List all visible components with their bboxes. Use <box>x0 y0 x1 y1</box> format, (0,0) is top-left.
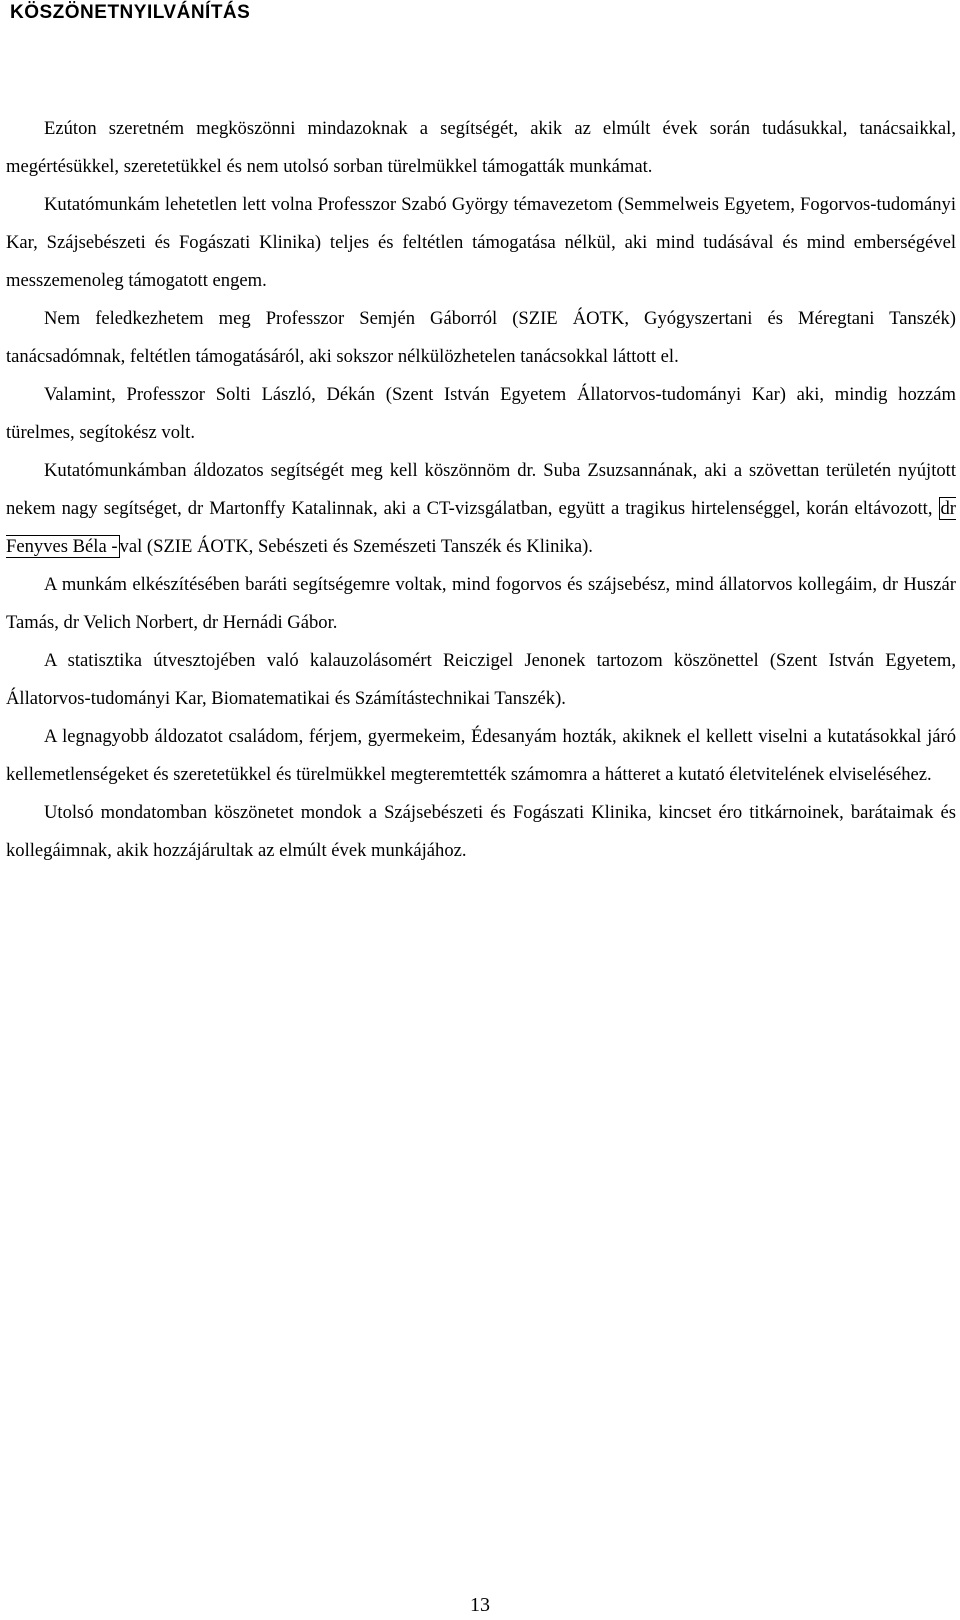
paragraph-dean: Valamint, Professzor Solti László, Dékán (Szent István Egyetem Állatorvos-tudományi Kar) aki, mindig hozzám türelmes, segítokész volt. <box>6 384 956 443</box>
paragraph-research-help-text-end: val (SZIE ÁOTK, Sebészeti és Szemészeti Tanszék és Klinika). <box>119 536 593 557</box>
paragraph-intro: Ezúton szeretném megköszönni mindazoknak a segítségét, akik az elmúlt évek során tudásukkal, tanácsaikkal, megértésükkel, szeretetükkel és nem utolsó sorban türelmükkel támogatták munkámat. <box>6 118 956 177</box>
acknowledgements-body <box>6 110 956 870</box>
page-number: 13 <box>470 1594 490 1616</box>
boxed-name-highlight: dr Fenyves Béla - <box>6 498 956 557</box>
paragraph-family: A legnagyobb áldozatot családom, férjem, gyermekeim, Édesanyám hozták, akiknek el kellett viselni a kutatásokkal járó kellemetlenségeket és szeretetükkel és türelmükkel megteremtették számomra a hátteret a kutató életvitelének elviseléséhez. <box>6 726 956 785</box>
paragraph-closing: Utolsó mondatomban köszönetet mondok a Szájsebészeti és Fogászati Klinika, kincset éro titkárnoinek, barátaimak és kollegáimnak, akik hozzájárultak az elmúlt évek munkájához. <box>6 802 956 861</box>
page-heading: KÖSZÖNETNYILVÁNÍTÁS <box>10 2 251 23</box>
paragraph-statistics: A statisztika útvesztojében való kalauzolásomért Reiczigel Jenonek tartozom köszönettel (Szent István Egyetem, Állatorvos-tudományi Kar, Biomatematikai és Számítástechnikai Tanszék). <box>6 650 956 709</box>
paragraph-research-help-text-start: Kutatómunkámban áldozatos segítségét meg kell köszönnöm dr. Suba Zsuzsannának, aki a szövettan területén nyújtott nekem nagy segítséget, dr Martonffy Katalinnak, aki a CT-vizsgálatban, együtt a tragikus hirtelenséggel, korán eltávozott, <box>6 460 956 519</box>
paragraph-advisor: Nem feledkezhetem meg Professzor Semjén Gáborról (SZIE ÁOTK, Gyógyszertani és Méregtani Tanszék) tanácsadómnak, feltétlen támogatásáról, aki sokszor nélkülözhetelen tanácsokkal láttott el. <box>6 308 956 367</box>
paragraph-research-help <box>6 452 956 566</box>
paragraph-supervisor: Kutatómunkám lehetetlen lett volna Professzor Szabó György témavezetom (Semmelweis Egyetem, Fogorvos-tudományi Kar, Szájsebészeti és Fogászati Klinika) teljes és feltétlen támogatása nélkül, aki mind tudásával és mind emberségével messzemenoleg támogatott engem. <box>6 194 956 291</box>
paragraph-colleagues: A munkám elkészítésében baráti segítségemre voltak, mind fogorvos és szájsebész, mind állatorvos kollegáim, dr Huszár Tamás, dr Velich Norbert, dr Hernádi Gábor. <box>6 574 956 633</box>
